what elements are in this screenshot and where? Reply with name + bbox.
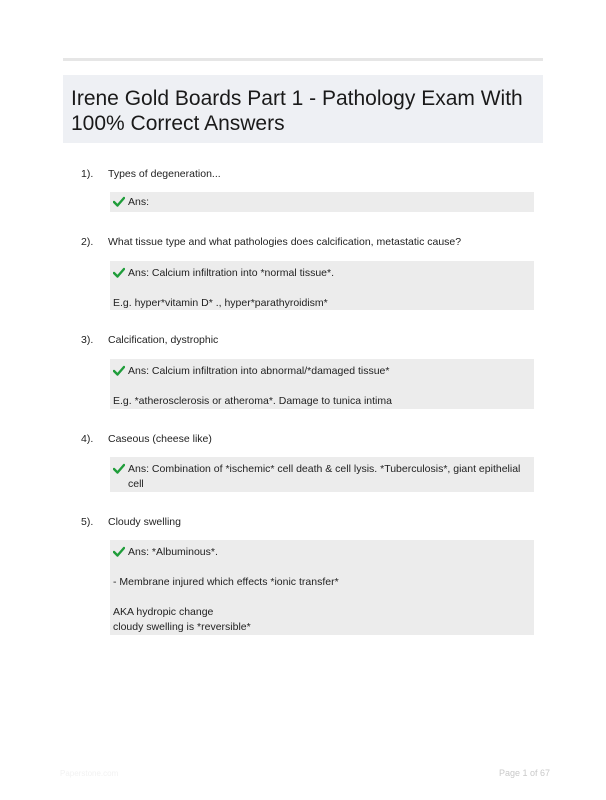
answer-note: E.g. hyper*vitamin D* ., hyper*parathyroidism* [113,297,328,309]
checkmark-icon [113,545,125,559]
question-number: 2). [81,236,94,248]
answer-text: Ans: Calcium infiltration into *normal tissue*. [128,267,335,279]
answer-box [110,261,534,310]
title-banner [63,75,543,143]
checkmark-icon [113,195,125,209]
question-text: Caseous (cheese like) [108,433,212,445]
answer-box [110,540,534,635]
footer-source: Paperstone.com [60,769,119,778]
question-number: 4). [81,433,94,445]
answer-text: Ans: [128,196,150,208]
checkmark-icon [113,462,125,476]
question-text: Calcification, dystrophic [108,334,219,346]
answer-text: Ans: Calcium infiltration into abnormal/*damaged tissue* [128,365,390,377]
answer-box [110,359,534,409]
question-text: Cloudy swelling [108,516,181,528]
answer-note: - Membrane injured which effects *ionic transfer* AKA hydropic change cloudy swelling is *reversible* [113,576,339,633]
answer-box [110,192,534,212]
top-divider [63,58,543,61]
question-text: Types of degeneration... [108,168,221,180]
answer-text: Ans: Combination of *ischemic* cell death & cell lysis. *Tuberculosis*, giant epithelial cell [128,463,521,490]
page-number: Page 1 of 67 [498,768,550,778]
question-text: What tissue type and what pathologies does calcification, metastatic cause? [108,236,462,248]
checkmark-icon [113,266,125,280]
answer-box [110,457,534,492]
question-number: 1). [81,168,94,180]
checkmark-icon [113,364,125,378]
answer-text: Ans: *Albuminous*. [128,546,218,558]
question-number: 3). [81,334,94,346]
question-number: 5). [81,516,94,528]
page-title: Irene Gold Boards Part 1 - Pathology Exam With 100% Correct Answers [71,87,523,135]
answer-note: E.g. *atherosclerosis or atheroma*. Damage to tunica intima [113,395,392,407]
